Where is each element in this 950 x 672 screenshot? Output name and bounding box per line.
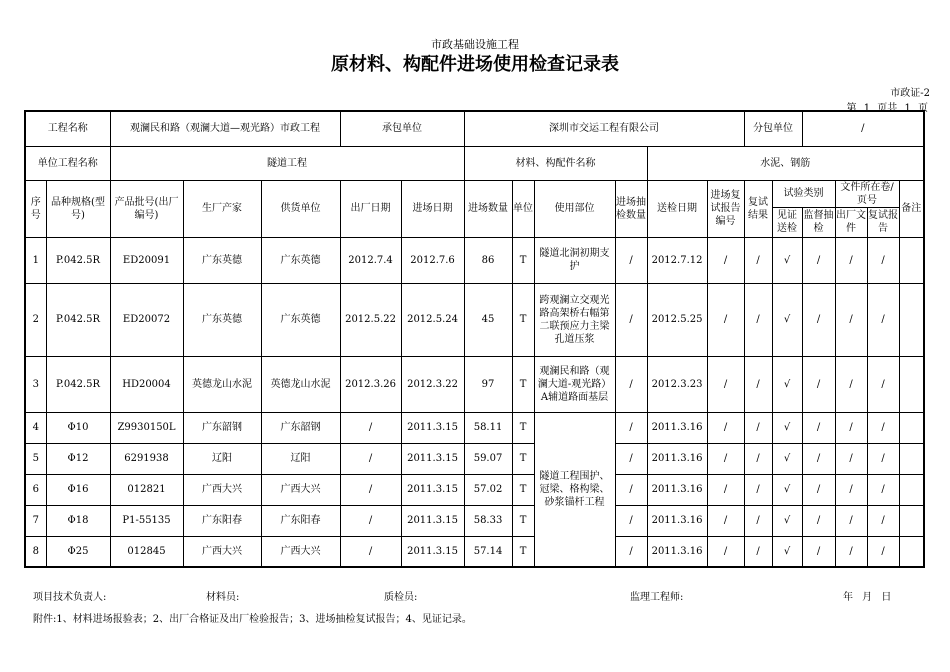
row-retest-doc: / xyxy=(867,474,899,505)
row-supervise: / xyxy=(802,283,835,356)
col-factory-doc: 出厂文件 xyxy=(835,207,867,237)
col-inspect-date: 送检日期 xyxy=(647,180,707,237)
row-factory-date: / xyxy=(340,443,401,474)
row-batch: 012821 xyxy=(110,474,183,505)
row-witness: √ xyxy=(772,283,802,356)
row-sampling-qty: / xyxy=(615,237,647,283)
row-retest-report: / xyxy=(707,356,744,412)
col-supervise: 监督抽检 xyxy=(802,207,835,237)
row-batch: Z9930150L xyxy=(110,412,183,443)
row-entry-date: 2011.3.15 xyxy=(401,412,464,443)
row-retest-report: / xyxy=(707,505,744,536)
row-witness: √ xyxy=(772,356,802,412)
row-qty: 86 xyxy=(464,237,512,283)
row-inspect-date: 2012.5.25 xyxy=(647,283,707,356)
row-usage: 隧道北洞初期支护 xyxy=(534,237,615,283)
row-seq: 7 xyxy=(25,505,46,536)
row-retest-result: / xyxy=(744,283,772,356)
row-unit: T xyxy=(512,237,534,283)
row-qty: 97 xyxy=(464,356,512,412)
row-unit: T xyxy=(512,356,534,412)
row-manufacturer: 广西大兴 xyxy=(183,474,261,505)
row-inspect-date: 2011.3.16 xyxy=(647,443,707,474)
row-spec: Φ18 xyxy=(46,505,110,536)
table-row xyxy=(25,237,924,283)
row-manufacturer: 广东韶钢 xyxy=(183,412,261,443)
row-factory-doc: / xyxy=(835,237,867,283)
row-factory-doc: / xyxy=(835,474,867,505)
row-supervise: / xyxy=(802,536,835,567)
row-sampling-qty: / xyxy=(615,283,647,356)
row-retest-result: / xyxy=(744,237,772,283)
row-witness: √ xyxy=(772,536,802,567)
subcontractor-value: / xyxy=(802,111,924,146)
unit-project-label: 单位工程名称 xyxy=(25,146,110,180)
row-remark xyxy=(899,474,924,505)
row-unit: T xyxy=(512,412,534,443)
project-name-value: 观澜民和路（观澜大道—观光路）市政工程 xyxy=(110,111,340,146)
row-entry-date: 2012.3.22 xyxy=(401,356,464,412)
row-retest-result: / xyxy=(744,412,772,443)
row-factory-date: 2012.3.26 xyxy=(340,356,401,412)
row-manufacturer: 广东英德 xyxy=(183,283,261,356)
page-title: 原材料、构配件进场使用检查记录表 xyxy=(331,54,619,75)
table-row xyxy=(25,356,924,412)
row-supervise: / xyxy=(802,412,835,443)
row-entry-date: 2012.7.6 xyxy=(401,237,464,283)
row-inspect-date: 2011.3.16 xyxy=(647,505,707,536)
row-factory-doc: / xyxy=(835,505,867,536)
row-retest-doc: / xyxy=(867,443,899,474)
table-row xyxy=(25,412,924,443)
row-factory-doc: / xyxy=(835,412,867,443)
supervisor-signature: 监理工程师: xyxy=(630,592,684,603)
row-inspect-date: 2011.3.16 xyxy=(647,474,707,505)
row-batch: HD20004 xyxy=(110,356,183,412)
row-batch: 012845 xyxy=(110,536,183,567)
inspection-table xyxy=(24,110,925,568)
row-unit: T xyxy=(512,474,534,505)
row-supplier: 英德龙山水泥 xyxy=(261,356,340,412)
unit-project-value: 隧道工程 xyxy=(110,146,464,180)
row-retest-report: / xyxy=(707,412,744,443)
col-qty: 进场数量 xyxy=(464,180,512,237)
row-manufacturer: 辽阳 xyxy=(183,443,261,474)
col-batch: 产品批号(出厂编号) xyxy=(110,180,183,237)
row-supervise: / xyxy=(802,356,835,412)
row-entry-date: 2011.3.15 xyxy=(401,536,464,567)
row-supervise: / xyxy=(802,443,835,474)
row-sampling-qty: / xyxy=(615,412,647,443)
row-retest-result: / xyxy=(744,474,772,505)
row-witness: √ xyxy=(772,237,802,283)
col-spec: 品种规格(型号) xyxy=(46,180,110,237)
row-entry-date: 2011.3.15 xyxy=(401,505,464,536)
row-batch: 6291938 xyxy=(110,443,183,474)
row-retest-result: / xyxy=(744,443,772,474)
row-qty: 59.07 xyxy=(464,443,512,474)
row-factory-doc: / xyxy=(835,356,867,412)
row-usage: 观澜民和路（观澜大道-观光路）A辅道路面基层 xyxy=(534,356,615,412)
table-row xyxy=(25,474,924,505)
row-retest-doc: / xyxy=(867,237,899,283)
sign-date: 年 月 日 xyxy=(843,592,892,603)
row-seq: 1 xyxy=(25,237,46,283)
col-doc-location: 文件所在卷/页号 xyxy=(835,180,899,207)
row-retest-report: / xyxy=(707,474,744,505)
row-manufacturer: 广东英德 xyxy=(183,237,261,283)
col-retest-result: 复试结果 xyxy=(744,180,772,237)
tech-lead-signature: 项目技术负责人: xyxy=(33,592,107,603)
row-seq: 3 xyxy=(25,356,46,412)
row-remark xyxy=(899,505,924,536)
row-supplier: 辽阳 xyxy=(261,443,340,474)
row-inspect-date: 2011.3.16 xyxy=(647,536,707,567)
row-sampling-qty: / xyxy=(615,443,647,474)
row-witness: √ xyxy=(772,474,802,505)
row-inspect-date: 2012.7.12 xyxy=(647,237,707,283)
row-retest-doc: / xyxy=(867,356,899,412)
col-entry-date: 进场日期 xyxy=(401,180,464,237)
material-clerk-signature: 材料员: xyxy=(206,592,240,603)
row-supplier: 广西大兴 xyxy=(261,536,340,567)
attachment-note: 附件:1、材料进场报验表；2、出厂合格证及出厂检验报告；3、进场抽检复试报告；4、见证记录。 xyxy=(33,614,472,625)
col-usage: 使用部位 xyxy=(534,180,615,237)
row-spec: Φ10 xyxy=(46,412,110,443)
table-row xyxy=(25,443,924,474)
row-entry-date: 2012.5.24 xyxy=(401,283,464,356)
col-supplier: 供货单位 xyxy=(261,180,340,237)
row-retest-report: / xyxy=(707,443,744,474)
col-witness: 见证送检 xyxy=(772,207,802,237)
material-name-label: 材料、构配件名称 xyxy=(464,146,647,180)
row-batch: ED20091 xyxy=(110,237,183,283)
row-retest-report: / xyxy=(707,536,744,567)
organization-label: 市政基础设施工程 xyxy=(431,38,519,51)
row-retest-doc: / xyxy=(867,505,899,536)
row-inspect-date: 2011.3.16 xyxy=(647,412,707,443)
row-retest-report: / xyxy=(707,237,744,283)
page-info: 第 1 页共 1 页 xyxy=(846,103,928,114)
col-retest-report: 进场复试报告编号 xyxy=(707,180,744,237)
col-factory-date: 出厂日期 xyxy=(340,180,401,237)
row-unit: T xyxy=(512,505,534,536)
row-remark xyxy=(899,237,924,283)
quality-inspector-signature: 质检员: xyxy=(384,592,418,603)
table-row xyxy=(25,283,924,356)
row-witness: √ xyxy=(772,412,802,443)
row-batch: ED20072 xyxy=(110,283,183,356)
row-supplier: 广东英德 xyxy=(261,283,340,356)
row-retest-doc: / xyxy=(867,412,899,443)
material-name-value: 水泥、钢筋 xyxy=(647,146,924,180)
row-sampling-qty: / xyxy=(615,505,647,536)
row-remark xyxy=(899,536,924,567)
row-supervise: / xyxy=(802,505,835,536)
row-supervise: / xyxy=(802,474,835,505)
row-supplier: 广东韶钢 xyxy=(261,412,340,443)
table-row xyxy=(25,505,924,536)
row-seq: 6 xyxy=(25,474,46,505)
row-spec: P.042.5R xyxy=(46,237,110,283)
row-factory-date: / xyxy=(340,505,401,536)
row-retest-result: / xyxy=(744,356,772,412)
col-retest-doc: 复试报告 xyxy=(867,207,899,237)
project-name-label: 工程名称 xyxy=(25,111,110,146)
row-qty: 45 xyxy=(464,283,512,356)
col-unit: 单位 xyxy=(512,180,534,237)
row-seq: 5 xyxy=(25,443,46,474)
row-sampling-qty: / xyxy=(615,536,647,567)
row-remark xyxy=(899,412,924,443)
row-remark xyxy=(899,356,924,412)
row-factory-date: / xyxy=(340,474,401,505)
row-supplier: 广东英德 xyxy=(261,237,340,283)
subcontractor-label: 分包单位 xyxy=(744,111,802,146)
row-seq: 2 xyxy=(25,283,46,356)
contractor-value: 深圳市交运工程有限公司 xyxy=(464,111,744,146)
row-factory-date: / xyxy=(340,536,401,567)
row-factory-doc: / xyxy=(835,536,867,567)
row-manufacturer: 英德龙山水泥 xyxy=(183,356,261,412)
row-supplier: 广东阳春 xyxy=(261,505,340,536)
row-retest-report: / xyxy=(707,283,744,356)
row-sampling-qty: / xyxy=(615,356,647,412)
row-unit: T xyxy=(512,443,534,474)
form-code: 市政证-2 xyxy=(890,88,930,99)
row-spec: Φ12 xyxy=(46,443,110,474)
row-unit: T xyxy=(512,536,534,567)
row-entry-date: 2011.3.15 xyxy=(401,474,464,505)
row-factory-date: / xyxy=(340,412,401,443)
row-batch: P1-55135 xyxy=(110,505,183,536)
row-factory-date: 2012.5.22 xyxy=(340,283,401,356)
row-spec: Φ25 xyxy=(46,536,110,567)
row-factory-doc: / xyxy=(835,283,867,356)
contractor-label: 承包单位 xyxy=(340,111,464,146)
row-remark xyxy=(899,283,924,356)
row-qty: 58.33 xyxy=(464,505,512,536)
row-manufacturer: 广东阳春 xyxy=(183,505,261,536)
row-inspect-date: 2012.3.23 xyxy=(647,356,707,412)
table-row xyxy=(25,536,924,567)
row-entry-date: 2011.3.15 xyxy=(401,443,464,474)
row-factory-doc: / xyxy=(835,443,867,474)
col-remark: 备注 xyxy=(899,180,924,237)
row-usage: 跨观澜立交观光路高架桥右幅第二联预应力主梁孔道压浆 xyxy=(534,283,615,356)
row-witness: √ xyxy=(772,443,802,474)
row-manufacturer: 广西大兴 xyxy=(183,536,261,567)
row-qty: 57.02 xyxy=(464,474,512,505)
row-seq: 4 xyxy=(25,412,46,443)
row-qty: 58.11 xyxy=(464,412,512,443)
row-retest-doc: / xyxy=(867,536,899,567)
row-spec: P.042.5R xyxy=(46,283,110,356)
row-spec: Φ16 xyxy=(46,474,110,505)
row-retest-result: / xyxy=(744,536,772,567)
row-usage-merged: 隧道工程围护、冠梁、格构梁、砂浆锚杆工程 xyxy=(534,412,615,567)
row-spec: P.042.5R xyxy=(46,356,110,412)
col-sampling-qty: 进场抽检数量 xyxy=(615,180,647,237)
row-unit: T xyxy=(512,283,534,356)
row-witness: √ xyxy=(772,505,802,536)
col-manufacturer: 生厂产家 xyxy=(183,180,261,237)
row-sampling-qty: / xyxy=(615,474,647,505)
row-supplier: 广西大兴 xyxy=(261,474,340,505)
row-remark xyxy=(899,443,924,474)
row-supervise: / xyxy=(802,237,835,283)
row-seq: 8 xyxy=(25,536,46,567)
row-retest-doc: / xyxy=(867,283,899,356)
row-retest-result: / xyxy=(744,505,772,536)
row-qty: 57.14 xyxy=(464,536,512,567)
col-test-category: 试验类别 xyxy=(772,180,835,207)
row-factory-date: 2012.7.4 xyxy=(340,237,401,283)
col-seq: 序号 xyxy=(25,180,46,237)
